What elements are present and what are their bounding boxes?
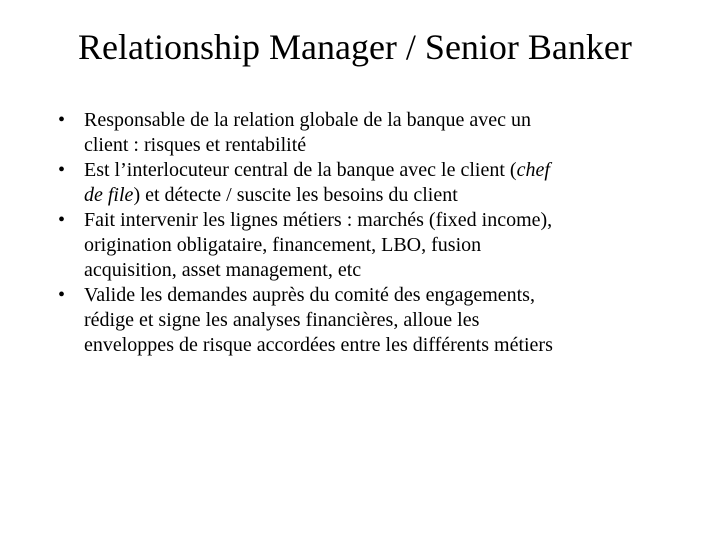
bullet-3-line-3: acquisition, asset management, etc [84, 259, 362, 281]
bullet-2-line-2 [84, 183, 694, 208]
bullet-icon: • [58, 209, 66, 231]
bullet-item-4 [54, 283, 694, 358]
bullet-icon: • [58, 284, 66, 306]
bullet-2-text-a: Est l’interlocuteur central de la banque avec le client ( [84, 159, 517, 181]
bullet-icon: • [58, 159, 66, 181]
slide-title: Relationship Manager / Senior Banker [78, 27, 632, 67]
bullet-item-1 [54, 108, 694, 158]
bullet-4-line-2: rédige et signe les analyses financières, alloue les [84, 309, 480, 331]
bullet-item-3 [54, 208, 694, 283]
bullet-4-line-1: Valide les demandes auprès du comité des engagements, [84, 284, 535, 306]
bullet-2-italic-de-file: de file [84, 184, 134, 206]
bullet-2-text-b: ) et détecte / suscite les besoins du client [133, 184, 458, 206]
bullet-1-line-2: client : risques et rentabilité [84, 134, 307, 156]
bullet-2-italic-chef: chef [516, 159, 550, 181]
bullet-4-line-3: enveloppes de risque accordées entre les différents métiers [84, 334, 553, 356]
bullet-1-line-1: Responsable de la relation globale de la banque avec un [84, 109, 532, 131]
bullet-2-line-1 [84, 158, 694, 183]
bullet-icon: • [58, 109, 66, 131]
bullet-item-2 [54, 158, 694, 208]
bullet-3-line-2: origination obligataire, financement, LBO, fusion [84, 234, 482, 256]
bullet-list [54, 108, 694, 358]
bullet-3-line-1: Fait intervenir les lignes métiers : marchés (fixed income), [84, 209, 553, 231]
